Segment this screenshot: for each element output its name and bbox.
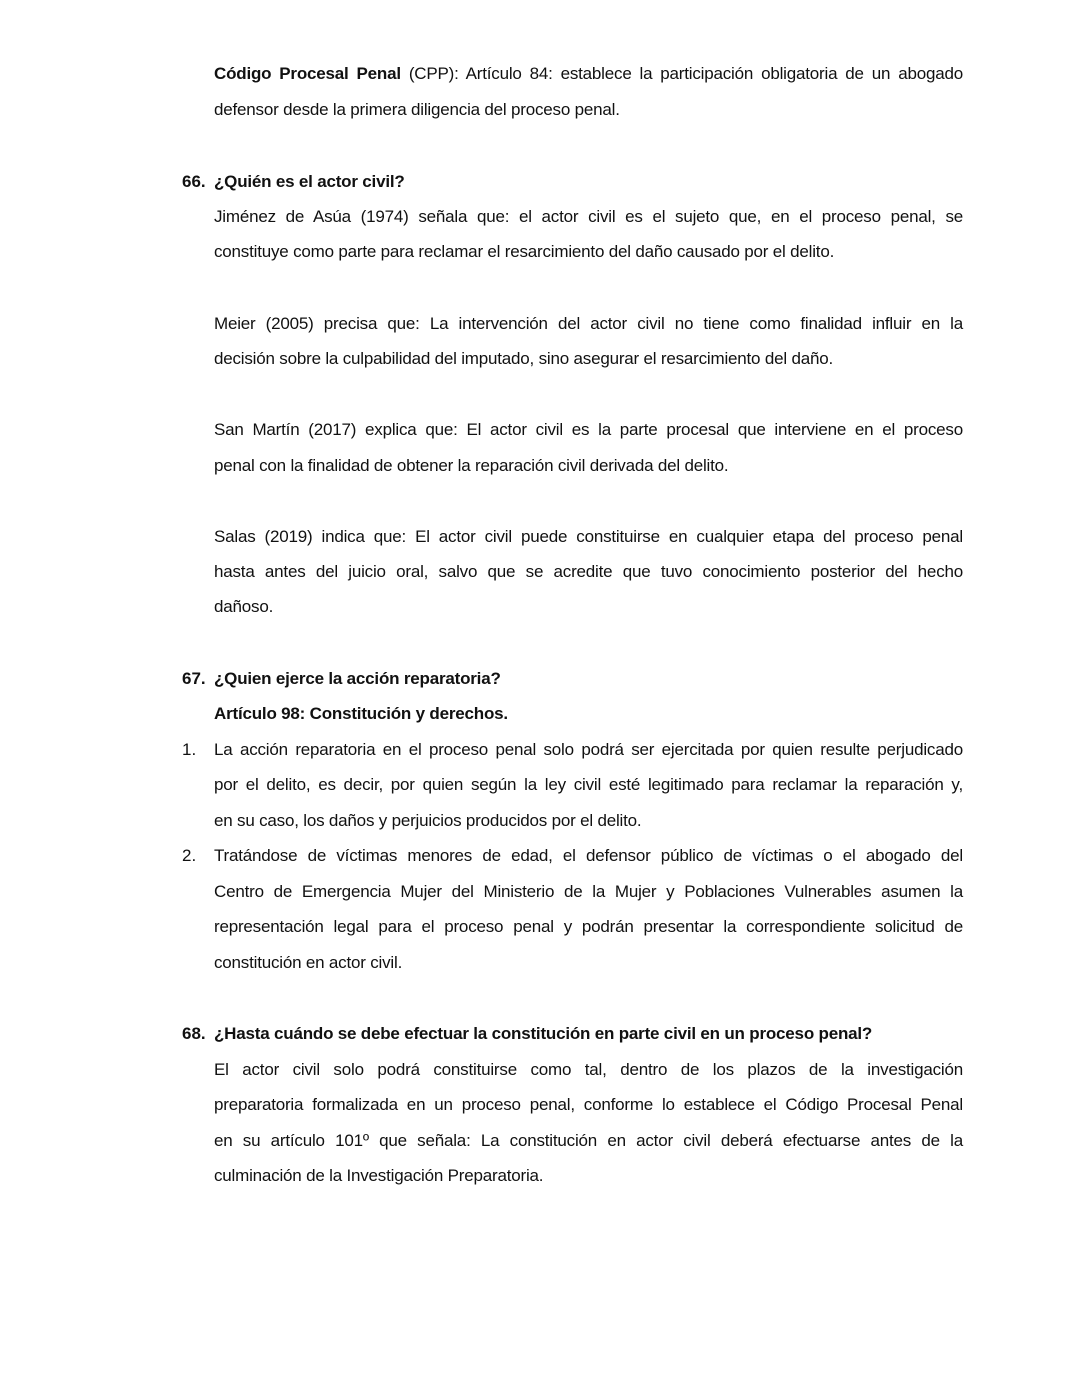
section-66-question: ¿Quién es el actor civil? — [214, 172, 405, 191]
list-item-line: en su caso, los daños y perjuicios producidos por el delito. — [214, 811, 642, 830]
list-marker: 2. — [182, 846, 197, 865]
paragraph-line: Meier (2005) precisa que: La intervención del actor civil no tiene como finalidad influir en la — [214, 314, 963, 333]
paragraph-line: constituye como parte para reclamar el resarcimiento del daño causado por el delito. — [214, 242, 835, 261]
section-66-number: 66. — [182, 172, 206, 191]
list-item-line: constitución en actor civil. — [214, 953, 403, 972]
list-marker: 1. — [182, 740, 197, 759]
paragraph-line: Jiménez de Asúa (1974) señala que: el actor civil es el sujeto que, en el proceso penal, se — [214, 207, 963, 226]
paragraph-line: San Martín (2017) explica que: El actor civil es la parte procesal que interviene en el proceso — [214, 420, 963, 439]
intro-line-2: defensor desde la primera diligencia del proceso penal. — [214, 100, 620, 119]
paragraph-line: Salas (2019) indica que: El actor civil puede constituirse en cualquier etapa del proceso penal — [214, 527, 963, 546]
section-68-question: ¿Hasta cuándo se debe efectuar la constitución en parte civil en un proceso penal? — [214, 1024, 873, 1043]
list-item-line: representación legal para el proceso penal y podrán presentar la correspondiente solicitud de — [214, 917, 963, 936]
list-item-line: Centro de Emergencia Mujer del Ministerio de la Mujer y Poblaciones Vulnerables asumen la — [214, 882, 963, 901]
paragraph-line: preparatoria formalizada en un proceso penal, conforme lo establece el Código Procesal Penal — [214, 1095, 963, 1114]
section-67-number: 67. — [182, 669, 206, 688]
paragraph-line: hasta antes del juicio oral, salvo que se acredite que tuvo conocimiento posterior del hecho — [214, 562, 963, 581]
section-68-number: 68. — [182, 1024, 206, 1043]
paragraph-line: dañoso. — [214, 597, 274, 616]
intro-line-1-text: (CPP): Artículo 84: establece la participación obligatoria de un abogado — [400, 64, 963, 83]
intro-bold-label: Código Procesal Penal — [214, 64, 401, 83]
paragraph-line: culminación de la Investigación Preparatoria. — [214, 1166, 544, 1185]
paragraph-line: El actor civil solo podrá constituirse como tal, dentro de los plazos de la investigación — [214, 1060, 963, 1079]
section-67-question: ¿Quien ejerce la acción reparatoria? — [214, 669, 501, 688]
list-item-line: La acción reparatoria en el proceso penal solo podrá ser ejercitada por quien resulte perjudicado — [214, 740, 963, 759]
section-67-subheading: Artículo 98: Constitución y derechos. — [214, 704, 508, 723]
intro-line-1 — [214, 63, 963, 85]
list-item-line: por el delito, es decir, por quien según la ley civil esté legitimado para reclamar la reparación y, — [214, 775, 963, 794]
list-item-line: Tratándose de víctimas menores de edad, el defensor público de víctimas o el abogado del — [214, 846, 963, 865]
paragraph-line: en su artículo 101º que señala: La constitución en actor civil deberá efectuarse antes de la — [214, 1131, 963, 1150]
paragraph-line: decisión sobre la culpabilidad del imputado, sino asegurar el resarcimiento del daño. — [214, 349, 833, 368]
paragraph-line: penal con la finalidad de obtener la reparación civil derivada del delito. — [214, 456, 729, 475]
